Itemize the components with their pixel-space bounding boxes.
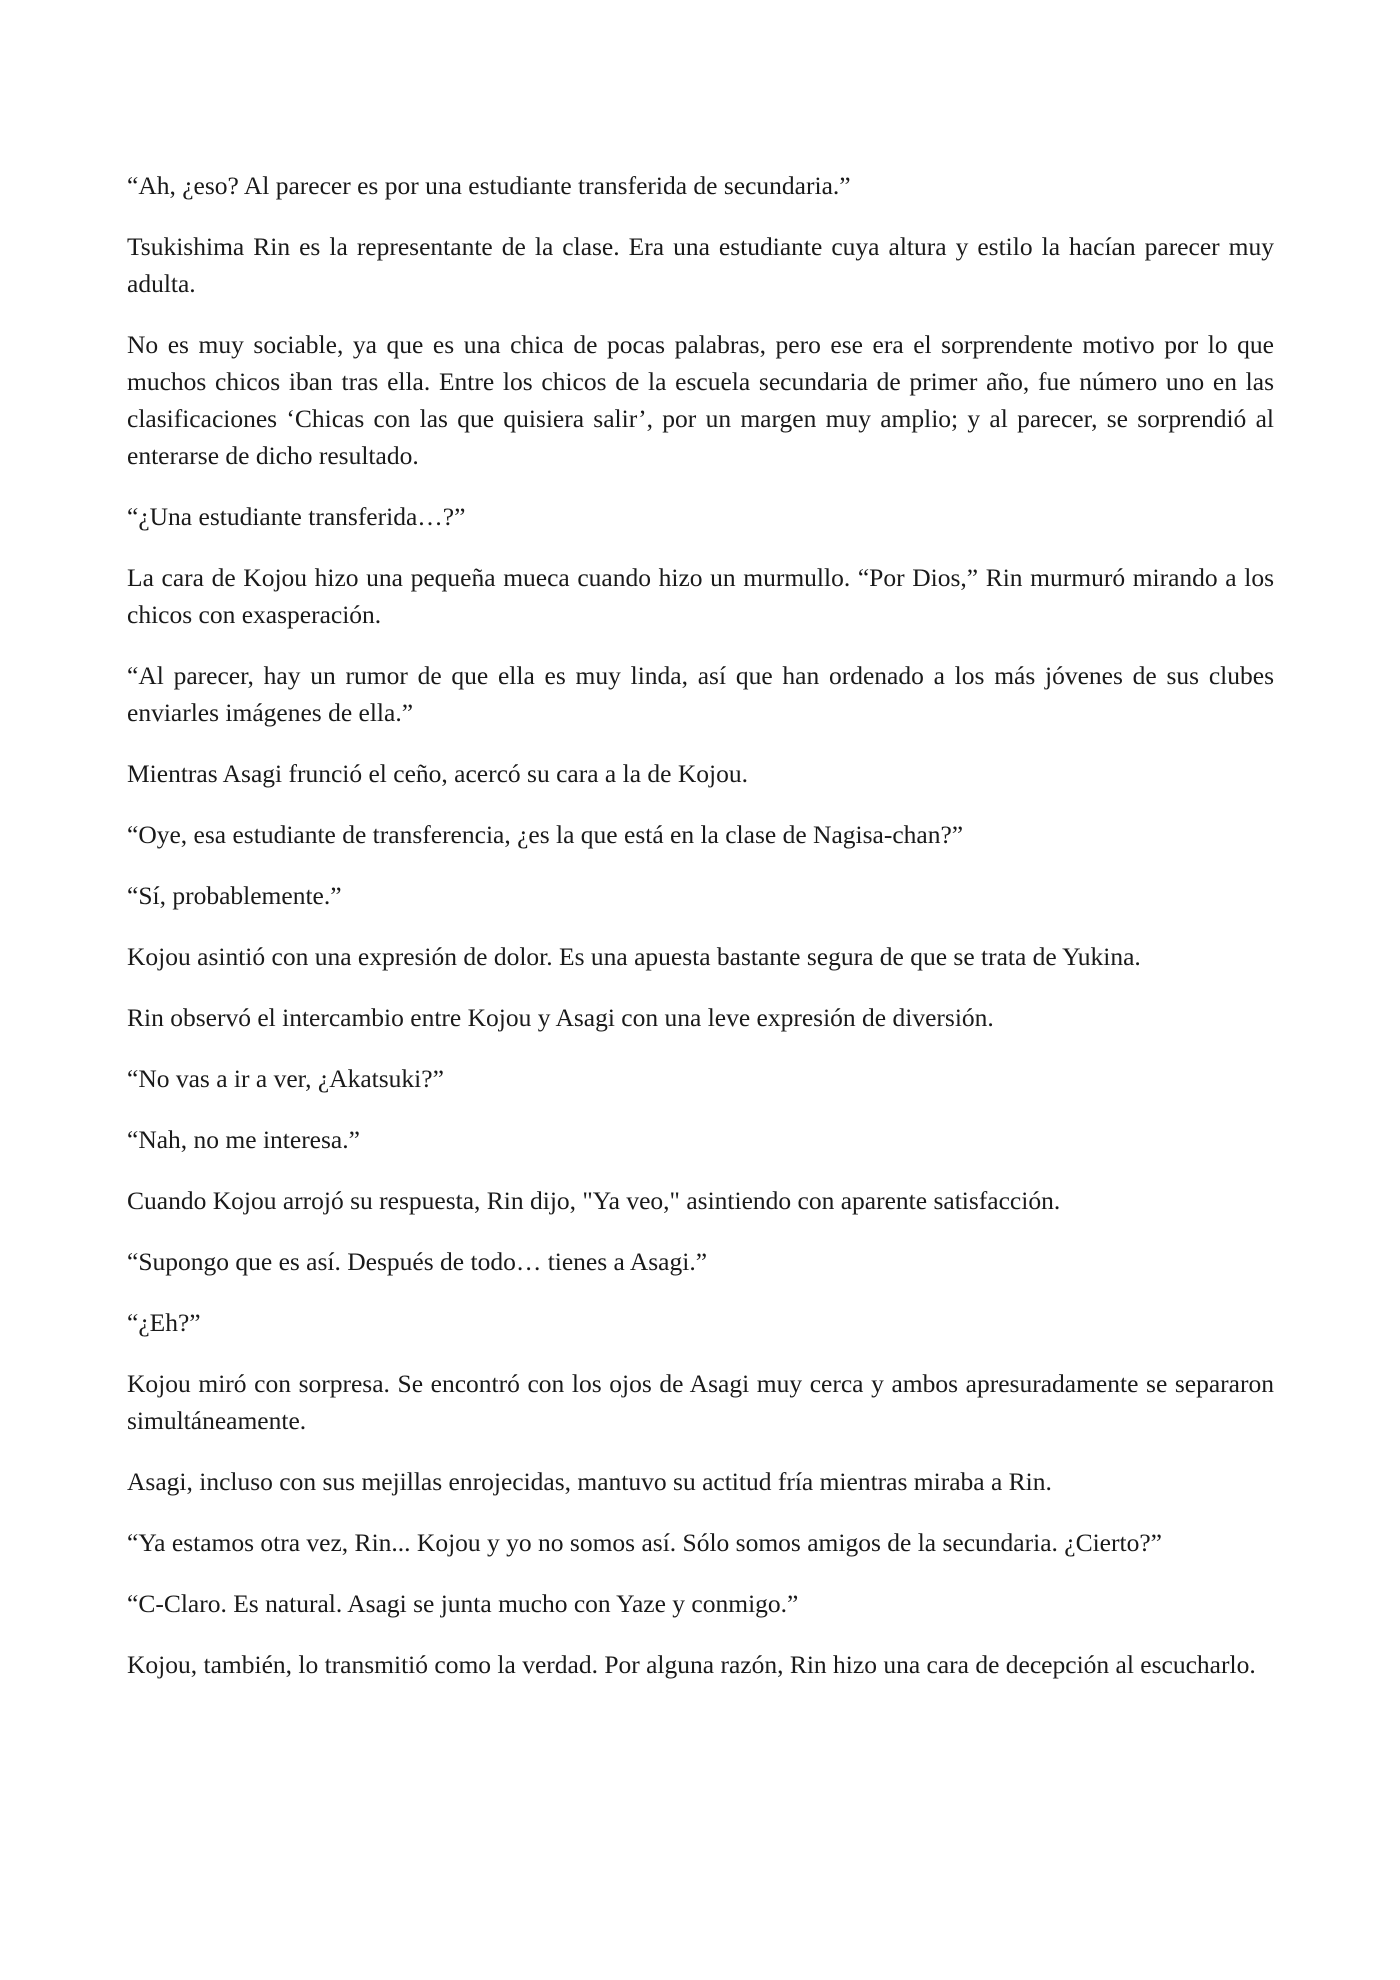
paragraph: “Ah, ¿eso? Al parecer es por una estudiante transferida de secundaria.” [127,171,851,200]
paragraph: “¿Una estudiante transferida…?” [127,502,466,531]
paragraph: Tsukishima Rin es la representante de la clase. Era una estudiante cuya altura y estilo la hacían parecer muy adulta. [127,232,1274,298]
paragraph: Kojou asintió con una expresión de dolor. Es una apuesta bastante segura de que se trata de Yukina. [127,942,1141,971]
paragraph: “Supongo que es así. Después de todo… tienes a Asagi.” [127,1247,708,1276]
paragraph: “Oye, esa estudiante de transferencia, ¿es la que está en la clase de Nagisa-chan?” [127,820,964,849]
paragraph: “Al parecer, hay un rumor de que ella es muy linda, así que han ordenado a los más jóvenes de sus clubes enviarles imágenes de ella.” [127,661,1274,727]
paragraph: “No vas a ir a ver, ¿Akatsuki?” [127,1064,444,1093]
paragraph: Asagi, incluso con sus mejillas enrojecidas, mantuvo su actitud fría mientras miraba a Rin. [127,1467,1052,1496]
paragraph: “Ya estamos otra vez, Rin... Kojou y yo no somos así. Sólo somos amigos de la secundaria. ¿Cierto?” [127,1528,1162,1557]
paragraph: Rin observó el intercambio entre Kojou y Asagi con una leve expresión de diversión. [127,1003,994,1032]
paragraph: “¿Eh?” [127,1308,201,1337]
paragraph: La cara de Kojou hizo una pequeña mueca cuando hizo un murmullo. “Por Dios,” Rin murmuró mirando a los chicos con exasperación. [127,563,1274,629]
paragraph: “Nah, no me interesa.” [127,1125,360,1154]
paragraph: Mientras Asagi frunció el ceño, acercó su cara a la de Kojou. [127,759,748,788]
paragraph: Cuando Kojou arrojó su respuesta, Rin dijo, "Ya veo," asintiendo con aparente satisfacción. [127,1186,1061,1215]
paragraph: “C-Claro. Es natural. Asagi se junta mucho con Yaze y conmigo.” [127,1589,799,1618]
paragraph: No es muy sociable, ya que es una chica de pocas palabras, pero ese era el sorprendente motivo por lo que muchos chicos iban tras ella. Entre los chicos de la escuela secundaria de primer año, fue número uno en las clasificaciones ‘Chicas con las que quisiera salir’, por un margen muy amplio; y al parecer, se sorprendió al enterarse de dicho resultado. [127,330,1274,470]
paragraph: “Sí, probablemente.” [127,881,342,910]
document-page [127,167,1274,1707]
paragraph: Kojou, también, lo transmitió como la verdad. Por alguna razón, Rin hizo una cara de decepción al escucharlo. [127,1650,1256,1679]
paragraph: Kojou miró con sorpresa. Se encontró con los ojos de Asagi muy cerca y ambos apresuradamente se separaron simultáneamente. [127,1369,1274,1435]
